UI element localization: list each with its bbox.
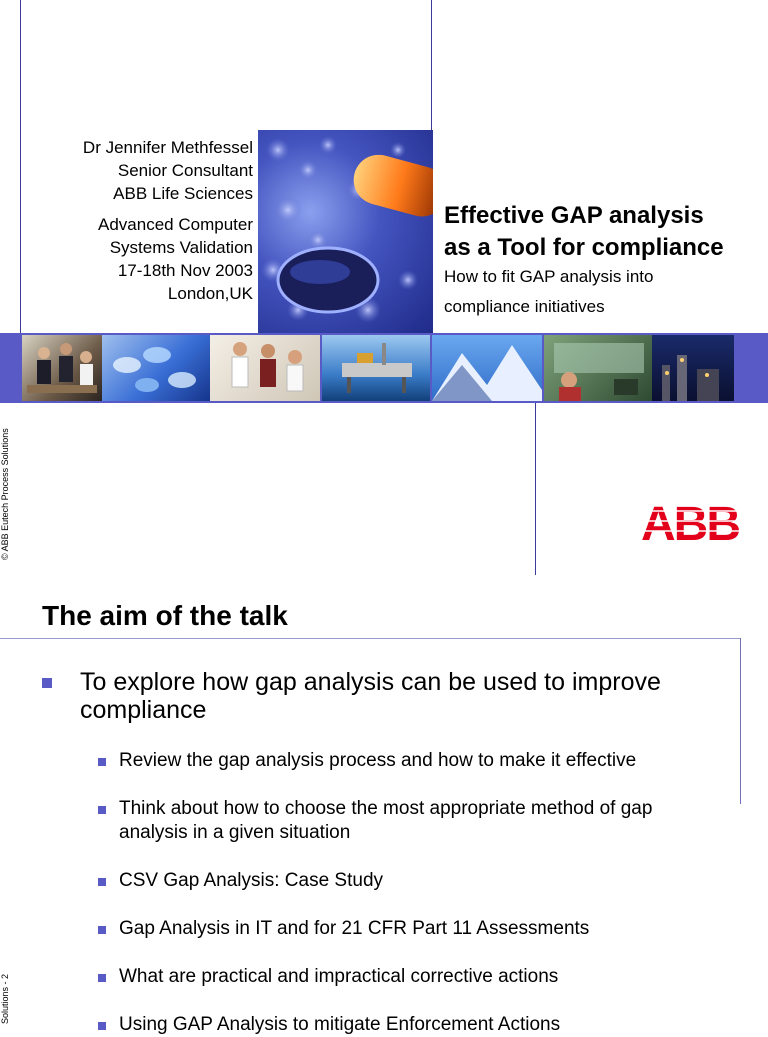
event-location: London,UK (167, 284, 253, 303)
slide1-mid-rule (431, 0, 432, 130)
slide2-right-rule (740, 638, 741, 804)
subtitle-line-1: How to fit GAP analysis into (444, 267, 654, 286)
author-name: Dr Jennifer Methfessel (82, 138, 253, 157)
slide-title: The aim of the talk (42, 600, 288, 631)
event-name-2: Systems Validation (109, 238, 253, 257)
photo-plant-night (652, 335, 734, 401)
slide-footer: Solutions - 2 (0, 973, 10, 1024)
bullet-square-icon (42, 678, 52, 688)
photo-mountains (432, 335, 542, 401)
copyright-notice: © ABB Eutech Process Solutions (0, 428, 10, 560)
photo-blue-pills (102, 335, 210, 401)
sub-bullet-text: Think about how to choose the most appropriate method of gap analysis in a given situation (119, 798, 653, 843)
photo-strip (0, 333, 768, 403)
svg-text:ABB: ABB (641, 501, 739, 542)
photo-oil-platform (322, 335, 430, 401)
bullet-square-icon (98, 878, 106, 886)
author-org: ABB Life Sciences (113, 184, 253, 203)
photo-control-room (544, 335, 652, 401)
photo-lab-team (210, 335, 320, 401)
hero-image (258, 130, 433, 335)
bullet-square-icon (98, 926, 106, 934)
title-line-1: Effective GAP analysis (444, 202, 704, 229)
bullet-square-icon (98, 1022, 106, 1030)
sub-bullet-text: Review the gap analysis process and how to make it effective (119, 750, 637, 771)
presentation-subtitle (444, 262, 653, 322)
bullet-square-icon (98, 758, 106, 766)
subtitle-line-2: compliance initiatives (444, 297, 605, 316)
author-info (20, 136, 253, 305)
event-date: 17-18th Nov 2003 (117, 261, 253, 280)
bullet-square-icon (98, 806, 106, 814)
sub-bullet-text: CSV Gap Analysis: Case Study (119, 870, 384, 891)
abb-logo (640, 501, 741, 542)
sub-bullet-text: What are practical and impractical corrective actions (119, 966, 559, 987)
main-bullet-text: To explore how gap analysis can be used to improve compliance (80, 668, 661, 724)
slide1-lower-rule (535, 403, 536, 575)
sub-bullet-text: Using GAP Analysis to mitigate Enforcement Actions (119, 1014, 561, 1035)
title-line-2: as a Tool for compliance (444, 234, 724, 261)
presentation-title (444, 200, 724, 264)
sub-bullet-text: Gap Analysis in IT and for 21 CFR Part 11 Assessments (119, 918, 590, 939)
author-role: Senior Consultant (117, 161, 253, 180)
photo-business-meeting (22, 335, 102, 401)
event-name-1: Advanced Computer (98, 215, 253, 234)
bullet-square-icon (98, 974, 106, 982)
title-underline (0, 638, 741, 639)
